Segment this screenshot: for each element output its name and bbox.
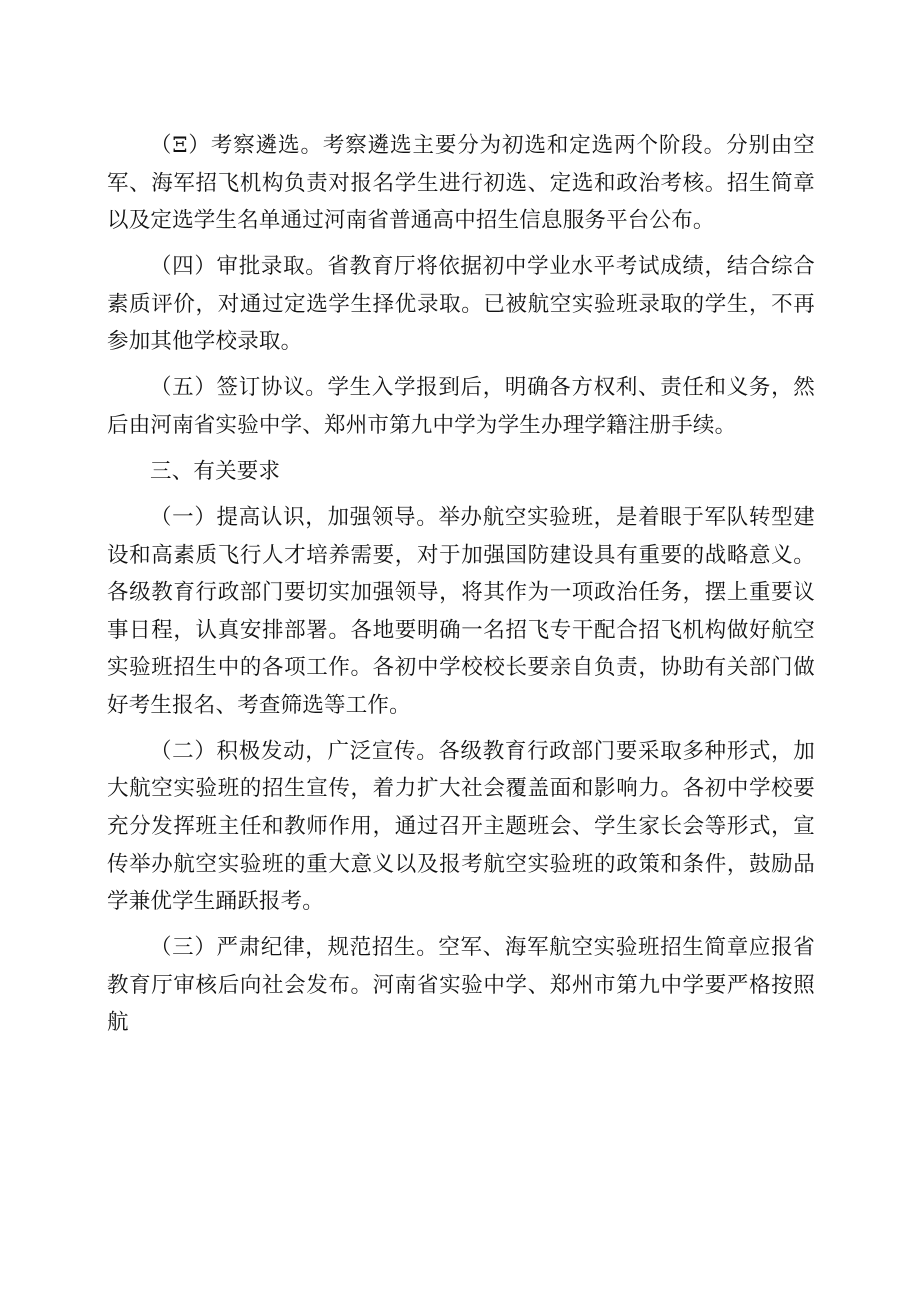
paragraph-discipline: （三）严肃纪律，规范招生。空军、海军航空实验班招生简章应报省教育厅审核后向社会发布。河南省实验中学、郑州市第九中学要严格按照航 — [107, 935, 815, 1036]
section-heading-requirements: 三、有关要求 — [150, 458, 281, 484]
document-body — [107, 127, 815, 1050]
paragraph-leadership: （一）提高认识，加强领导。举办航空实验班，是着眼于军队转型建设和高素质飞行人才培养需要，对于加强国防建设具有重要的战略意义。各级教育行政部门要切实加强领导，将其作为一项政治任务，摆上重要议事日程，认真安排部署。各地要明确一名招飞专干配合招飞机构做好航空实验班招生中的各项工作。各初中学校校长要亲自负责，协助有关部门做好考生报名、考查筛选等工作。 — [107, 504, 815, 718]
paragraph-publicity: （二）积极发动，广泛宣传。各级教育行政部门要采取多种形式，加大航空实验班的招生宣传，着力扩大社会覆盖面和影响力。各初中学校要充分发挥班主任和教师作用，通过召开主题班会、学生家长会等形式，宣传举办航空实验班的重大意义以及报考航空实验班的政策和条件，鼓励品学兼优学生踊跃报考。 — [107, 738, 815, 915]
paragraph-agreement: （五）签订协议。学生入学报到后，明确各方权利、责任和义务，然后由河南省实验中学、郑州市第九中学为学生办理学籍注册手续。 — [107, 375, 815, 438]
paragraph-selection: （Ξ）考察遴选。考察遴选主要分为初选和定选两个阶段。分别由空军、海军招飞机构负责对报名学生进行初选、定选和政治考核。招生简章以及定选学生名单通过河南省普通高中招生信息服务平台公布。 — [107, 133, 815, 234]
paragraph-admission: （四）审批录取。省教育厅将依据初中学业水平考试成绩，结合综合素质评价，对通过定选学生择优录取。已被航空实验班录取的学生，不再参加其他学校录取。 — [107, 254, 815, 355]
